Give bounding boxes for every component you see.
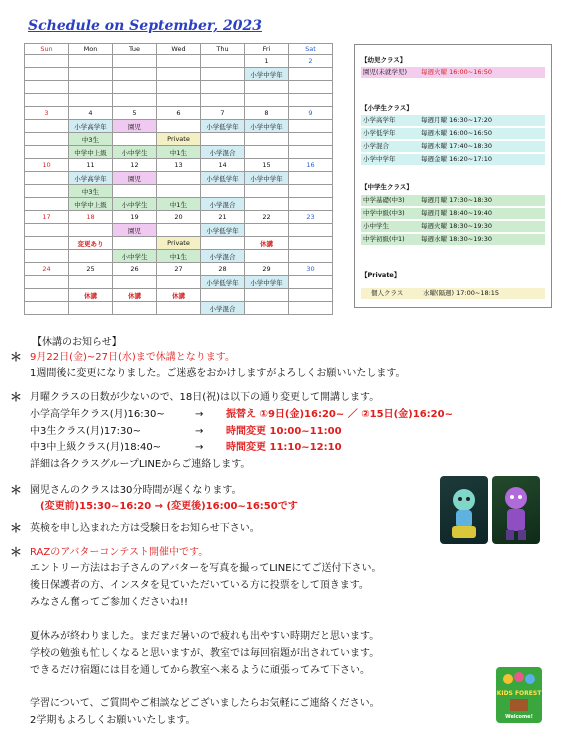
- class-cell: 小中学生: [113, 198, 157, 211]
- class-cell: 小学低学年: [201, 120, 245, 133]
- closing-line-1: 夏休みが終わりました。まだまだ暑いので疲れも出やすい時期だと思います。: [30, 631, 380, 642]
- class-cell: 休講: [245, 237, 289, 250]
- empty-cell: [113, 68, 157, 81]
- calendar-date: 14: [201, 159, 245, 172]
- empty-cell: [289, 133, 333, 146]
- empty-cell: [113, 237, 157, 250]
- notice-2-row3-right: 時間変更 11:10~12:10: [226, 442, 342, 453]
- calendar-date: 21: [201, 211, 245, 224]
- svg-text:KIDS FOREST: KIDS FOREST: [496, 690, 542, 697]
- empty-cell: [289, 94, 333, 107]
- class-cell: 休講: [157, 289, 201, 302]
- empty-cell: [245, 198, 289, 211]
- empty-cell: [289, 68, 333, 81]
- calendar-date: 1: [245, 55, 289, 68]
- calendar-class-row: [25, 81, 333, 94]
- empty-cell: [157, 120, 201, 133]
- empty-cell: [201, 289, 245, 302]
- calendar-date: 3: [25, 107, 69, 120]
- calendar-date-row: [25, 55, 333, 68]
- calendar-date: 9: [289, 107, 333, 120]
- empty-cell: [157, 276, 201, 289]
- calendar-date: 19: [113, 211, 157, 224]
- kinder-title: 【幼児クラス】: [361, 56, 407, 64]
- empty-cell: [245, 185, 289, 198]
- empty-cell: [25, 185, 69, 198]
- class-cell: 小学中学年: [245, 276, 289, 289]
- empty-cell: [157, 224, 201, 237]
- empty-cell: [157, 172, 201, 185]
- empty-cell: [69, 68, 113, 81]
- weekday-header: Wed: [157, 44, 201, 55]
- empty-cell: [69, 302, 113, 315]
- notice-2-row1-right: 振替え ①9日(金)16:20~ ／ ②15日(金)16:20~: [226, 409, 453, 420]
- calendar-date: [25, 55, 69, 68]
- calendar-date: 22: [245, 211, 289, 224]
- class-cell: 園児: [113, 224, 157, 237]
- calendar-date: [157, 55, 201, 68]
- empty-cell: [157, 185, 201, 198]
- calendar-class-row: [25, 302, 333, 315]
- kinder-row: 園児(未就学児) 毎週火曜 16:00~16:50: [361, 67, 545, 78]
- avatar-image: [492, 476, 540, 544]
- notice-3-body: 園児さんのクラスは30分時間が遅くなります。: [30, 485, 242, 496]
- notice-1-red: 9月22日(金)~27日(水)まで休講となります。: [30, 352, 235, 363]
- empty-cell: [289, 146, 333, 159]
- calendar-date: [69, 55, 113, 68]
- calendar-date: 5: [113, 107, 157, 120]
- calendar-date: 27: [157, 263, 201, 276]
- empty-cell: [69, 94, 113, 107]
- empty-cell: [289, 81, 333, 94]
- empty-cell: [245, 250, 289, 263]
- empty-cell: [25, 302, 69, 315]
- asterisk-icon: ＊: [10, 545, 23, 559]
- calendar-date: 23: [289, 211, 333, 224]
- notice-2-intro: 月曜クラスの日数が少ないので、18日(祝)は以下の通り変更して開講します。: [30, 392, 380, 403]
- empty-cell: [113, 133, 157, 146]
- notice-5-line2: 後日保護者の方、インスタを見ていただいている方に投票をして頂きます。: [30, 580, 369, 591]
- calendar-date: 25: [69, 263, 113, 276]
- calendar-class-row: [25, 172, 333, 185]
- empty-cell: [69, 250, 113, 263]
- class-cell: 中学中上級: [69, 198, 113, 211]
- asterisk-icon: ＊: [10, 521, 23, 535]
- class-cell: 中1生: [157, 198, 201, 211]
- calendar-date: 29: [245, 263, 289, 276]
- calendar-date: 18: [69, 211, 113, 224]
- calendar-date: 11: [69, 159, 113, 172]
- calendar-date: 10: [25, 159, 69, 172]
- notice-5-line1: エントリー方法はお子さんのアバターを写真を撮ってLINEにてご送付下さい。: [30, 563, 382, 574]
- empty-cell: [113, 94, 157, 107]
- empty-cell: [289, 289, 333, 302]
- kids-forest-logo: [496, 667, 542, 723]
- weekday-header: Tue: [113, 44, 157, 55]
- empty-cell: [289, 172, 333, 185]
- notice-2-row2-right: 時間変更 10:00~11:00: [226, 426, 342, 437]
- class-cell: 中1生: [157, 146, 201, 159]
- calendar: [24, 43, 333, 315]
- class-cell: 園児: [113, 172, 157, 185]
- empty-cell: [289, 302, 333, 315]
- empty-cell: [245, 94, 289, 107]
- class-cell: 小学高学年: [69, 120, 113, 133]
- empty-cell: [25, 250, 69, 263]
- calendar-class-row: [25, 94, 333, 107]
- empty-cell: [69, 276, 113, 289]
- empty-cell: [25, 172, 69, 185]
- private-row: 個人クラス 水曜(隔週) 17:00~18:15: [361, 288, 545, 299]
- calendar-date: 26: [113, 263, 157, 276]
- weekday-header: Thu: [201, 44, 245, 55]
- class-cell: Private: [157, 133, 201, 146]
- notice-5-line3: みなさん奮ってご参加くださいね!!: [30, 597, 189, 608]
- calendar-date-row: [25, 263, 333, 276]
- weekday-header: Sun: [25, 44, 69, 55]
- calendar-class-row: [25, 237, 333, 250]
- class-cell: 小学低学年: [201, 276, 245, 289]
- class-cell: 小学中学年: [245, 68, 289, 81]
- empty-cell: [201, 81, 245, 94]
- calendar-date: 13: [157, 159, 201, 172]
- arrow-icon: →: [195, 442, 204, 453]
- empty-cell: [157, 68, 201, 81]
- calendar-header-row: [25, 44, 333, 55]
- empty-cell: [201, 185, 245, 198]
- class-schedule-panel: [354, 44, 552, 308]
- elem-title: 【小学生クラス】: [361, 104, 413, 112]
- empty-cell: [25, 81, 69, 94]
- jhs-row: 中学中級(中3) 毎週月曜 18:40~19:40: [361, 208, 545, 219]
- page-title: Schedule on September, 2023: [28, 18, 262, 34]
- closing-line-3: できるだけ宿題には目を通してから教室へ来るように頑張ってみて下さい。: [30, 665, 370, 676]
- svg-text:Welcome!: Welcome!: [505, 714, 533, 720]
- calendar-date: 30: [289, 263, 333, 276]
- empty-cell: [69, 224, 113, 237]
- class-cell: 小学高学年: [69, 172, 113, 185]
- notice-2-tail: 詳細は各クラスグループLINEからご連絡します。: [30, 459, 251, 470]
- calendar-class-row: [25, 133, 333, 146]
- class-cell: 小学中学年: [245, 172, 289, 185]
- empty-cell: [201, 237, 245, 250]
- empty-cell: [201, 133, 245, 146]
- calendar-class-row: [25, 68, 333, 81]
- empty-cell: [25, 198, 69, 211]
- calendar-class-row: [25, 120, 333, 133]
- calendar-date: 2: [289, 55, 333, 68]
- notice-4-body: 英検を申し込まれた方は受験日をお知らせ下さい。: [30, 523, 260, 534]
- empty-cell: [289, 120, 333, 133]
- calendar-class-row: [25, 185, 333, 198]
- empty-cell: [289, 224, 333, 237]
- empty-cell: [69, 81, 113, 94]
- empty-cell: [25, 120, 69, 133]
- notice-2-row1-left: 小学高学年クラス(月)16:30~: [30, 409, 165, 420]
- empty-cell: [157, 81, 201, 94]
- private-title: 【Private】: [361, 271, 401, 279]
- calendar-date: 4: [69, 107, 113, 120]
- closing-line-5: 2学期もよろしくお願いいたします。: [30, 715, 196, 726]
- empty-cell: [201, 94, 245, 107]
- weekday-header: Mon: [69, 44, 113, 55]
- elem-row: 小学低学年 毎週木曜 16:00~16:50: [361, 128, 545, 139]
- empty-cell: [245, 289, 289, 302]
- empty-cell: [25, 289, 69, 302]
- empty-cell: [25, 94, 69, 107]
- class-cell: 小学混合: [201, 302, 245, 315]
- class-cell: 小学混合: [201, 198, 245, 211]
- calendar-date: 28: [201, 263, 245, 276]
- notice-5-red: RAZのアバターコンテスト開催中です。: [30, 547, 209, 558]
- empty-cell: [201, 68, 245, 81]
- calendar-class-row: [25, 224, 333, 237]
- class-cell: 小中学生: [113, 146, 157, 159]
- class-cell: Private: [157, 237, 201, 250]
- elem-row: 小学中学年 毎週金曜 16:20~17:10: [361, 154, 545, 165]
- calendar-date: 8: [245, 107, 289, 120]
- class-cell: 休講: [69, 289, 113, 302]
- empty-cell: [113, 185, 157, 198]
- calendar-class-row: [25, 198, 333, 211]
- empty-cell: [157, 302, 201, 315]
- empty-cell: [25, 146, 69, 159]
- empty-cell: [245, 133, 289, 146]
- class-cell: 園児: [113, 120, 157, 133]
- empty-cell: [245, 146, 289, 159]
- empty-cell: [25, 133, 69, 146]
- notice-2-row2-left: 中3生クラス(月)17:30~: [30, 426, 142, 437]
- empty-cell: [245, 302, 289, 315]
- calendar-date: 20: [157, 211, 201, 224]
- class-cell: 小学混合: [201, 250, 245, 263]
- empty-cell: [289, 276, 333, 289]
- calendar-date: 16: [289, 159, 333, 172]
- closing-line-4: 学習について、ご質問やご相談などございましたらお気軽にご連絡ください。: [30, 698, 380, 709]
- class-cell: 小学低学年: [201, 224, 245, 237]
- calendar-date-row: [25, 107, 333, 120]
- asterisk-icon: ＊: [10, 483, 23, 497]
- calendar-class-row: [25, 289, 333, 302]
- jhs-title: 【中学生クラス】: [361, 183, 413, 191]
- empty-cell: [245, 81, 289, 94]
- calendar-date: 7: [201, 107, 245, 120]
- jhs-row: 中学初級(中1) 毎週水曜 18:30~19:30: [361, 234, 545, 245]
- calendar-class-row: [25, 250, 333, 263]
- jhs-row: 中学基礎(中3) 毎週月曜 17:30~18:30: [361, 195, 545, 206]
- calendar-class-row: [25, 276, 333, 289]
- elem-row: 小学高学年 毎週月曜 16:30~17:20: [361, 115, 545, 126]
- class-cell: 小学中学年: [245, 120, 289, 133]
- jhs-row: 小中学生 毎週火曜 18:30~19:30: [361, 221, 545, 232]
- calendar-class-row: [25, 146, 333, 159]
- calendar-date: [201, 55, 245, 68]
- empty-cell: [113, 81, 157, 94]
- class-cell: 小学混合: [201, 146, 245, 159]
- calendar-date-row: [25, 159, 333, 172]
- weekday-header: Sat: [289, 44, 333, 55]
- empty-cell: [289, 185, 333, 198]
- arrow-icon: →: [195, 409, 204, 420]
- calendar-date: 24: [25, 263, 69, 276]
- calendar-date: 17: [25, 211, 69, 224]
- closing-line-2: 学校の勉強も忙しくなると思いますが、教室では毎回宿題が出されています。: [30, 648, 380, 659]
- asterisk-icon: ＊: [10, 390, 23, 404]
- avatar-image: [440, 476, 488, 544]
- notice-heading: 【休講のお知らせ】: [32, 337, 122, 348]
- notice-3-red: (変更前)15:30~16:20 → (変更後)16:00~16:50です: [40, 501, 298, 512]
- empty-cell: [245, 224, 289, 237]
- empty-cell: [289, 198, 333, 211]
- weekday-header: Fri: [245, 44, 289, 55]
- empty-cell: [289, 237, 333, 250]
- class-cell: 中3生: [69, 185, 113, 198]
- class-cell: 中学中上級: [69, 146, 113, 159]
- empty-cell: [157, 94, 201, 107]
- empty-cell: [25, 237, 69, 250]
- notice-2-row3-left: 中3中上級クラス(月)18:40~: [30, 442, 162, 453]
- class-cell: 中3生: [69, 133, 113, 146]
- empty-cell: [289, 250, 333, 263]
- empty-cell: [113, 302, 157, 315]
- calendar-date: 12: [113, 159, 157, 172]
- calendar-date: 15: [245, 159, 289, 172]
- calendar-date: [113, 55, 157, 68]
- class-cell: 変更あり: [69, 237, 113, 250]
- asterisk-icon: ＊: [10, 350, 23, 364]
- class-cell: 中1生: [157, 250, 201, 263]
- class-cell: 小学低学年: [201, 172, 245, 185]
- class-cell: 休講: [113, 289, 157, 302]
- elem-row: 小学混合 毎週木曜 17:40~18:30: [361, 141, 545, 152]
- empty-cell: [25, 276, 69, 289]
- notice-1-body: 1週間後に変更になりました。ご迷惑をおかけしますがよろしくお願いいたします。: [30, 368, 406, 379]
- empty-cell: [113, 276, 157, 289]
- class-cell: 小中学生: [113, 250, 157, 263]
- arrow-icon: →: [195, 426, 204, 437]
- empty-cell: [25, 224, 69, 237]
- calendar-date: 6: [157, 107, 201, 120]
- calendar-date-row: [25, 211, 333, 224]
- empty-cell: [25, 68, 69, 81]
